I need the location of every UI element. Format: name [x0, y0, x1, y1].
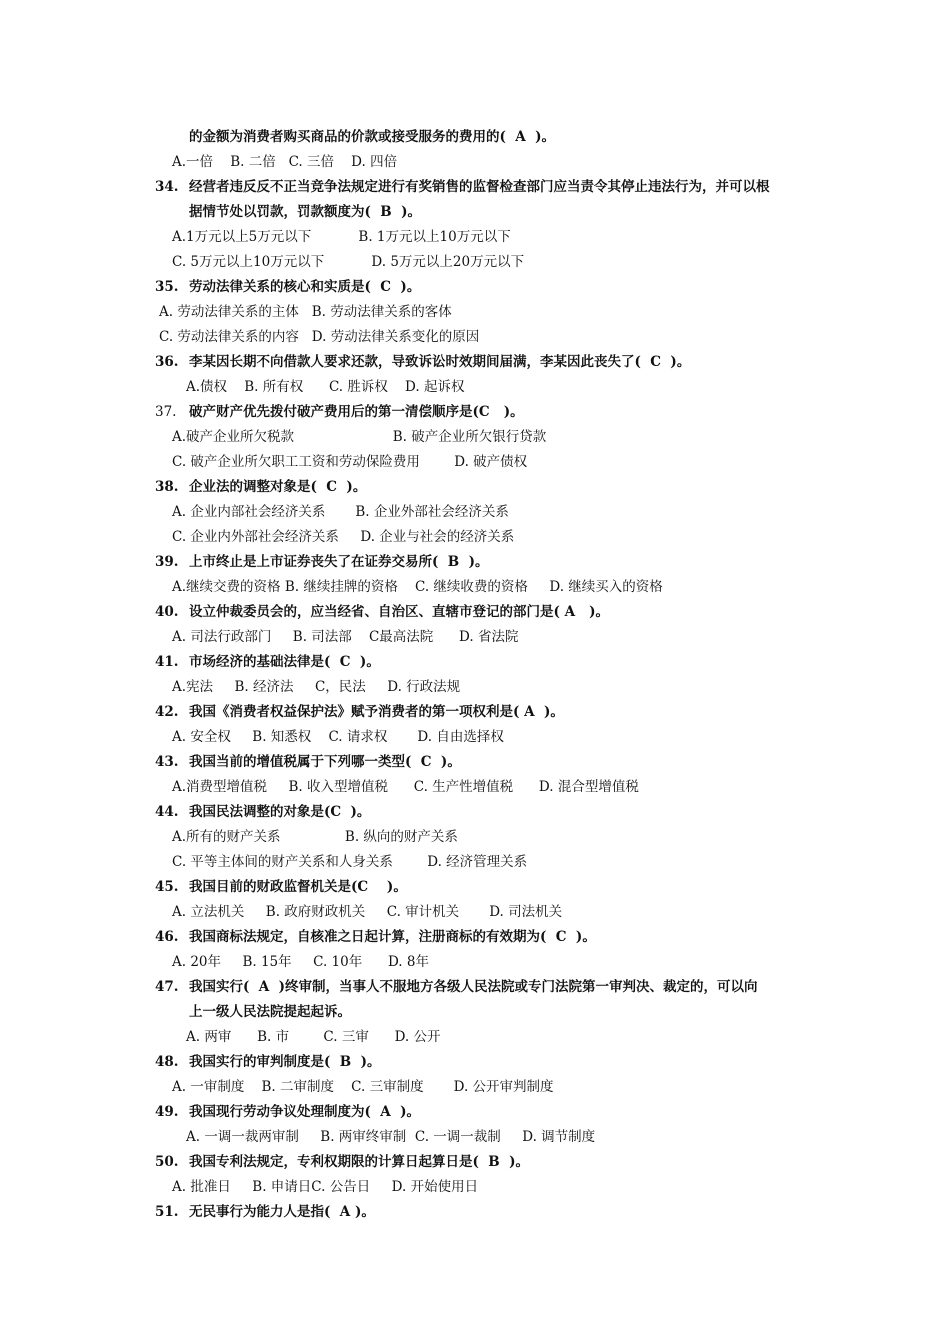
- question-46-number: 46.: [155, 929, 179, 945]
- question-49-options: A. 一调一裁两审制 B. 两审终审制 C. 一调一裁制 D. 调节制度: [186, 1129, 596, 1145]
- question-40-number: 40.: [155, 604, 179, 620]
- question-33-text-cont: 的金额为消费者购买商品的价款或接受服务的费用的( A )。: [189, 129, 556, 145]
- question-44-number: 44.: [155, 804, 179, 820]
- question-44-options-cd: C. 平等主体间的财产关系和人身关系 D. 经济管理关系: [172, 854, 528, 870]
- question-47-options: A. 两审 B. 市 C. 三审 D. 公开: [186, 1029, 441, 1045]
- question-34-options-cd: C. 5万元以上10万元以下 D. 5万元以上20万元以下: [172, 254, 525, 270]
- question-44-options-ab: A.所有的财产关系 B. 纵向的财产关系: [172, 829, 458, 845]
- question-39-text: 上市终止是上市证券丧失了在证券交易所( B )。: [189, 554, 489, 570]
- question-34-number: 34.: [155, 179, 179, 195]
- question-37-number: 37.: [155, 404, 177, 420]
- question-38-options-ab: A. 企业内部社会经济关系 B. 企业外部社会经济关系: [172, 504, 509, 520]
- question-41-number: 41.: [155, 654, 179, 670]
- question-43-options: A.消费型增值税 B. 收入型增值税 C. 生产性增值税 D. 混合型增值税: [172, 779, 639, 795]
- question-38-number: 38.: [155, 479, 179, 495]
- question-37-options-ab: A.破产企业所欠税款 B. 破产企业所欠银行贷款: [172, 429, 547, 445]
- question-34-options-ab: A.1万元以上5万元以下 B. 1万元以上10万元以下: [172, 229, 511, 245]
- question-51-number: 51.: [155, 1204, 179, 1220]
- question-45-text: 我国目前的财政监督机关是(C )。: [189, 879, 407, 895]
- question-50-text: 我国专利法规定，专利权期限的计算日起算日是( B )。: [189, 1154, 529, 1170]
- question-35-text: 劳动法律关系的核心和实质是( C )。: [189, 279, 421, 295]
- question-49-number: 49.: [155, 1104, 179, 1120]
- question-35-options-ab: A. 劳动法律关系的主体 B. 劳动法律关系的客体: [159, 304, 452, 320]
- question-33-options: A.一倍 B. 二倍 C. 三倍 D. 四倍: [172, 154, 398, 170]
- question-42-options: A. 安全权 B. 知悉权 C. 请求权 D. 自由选择权: [172, 729, 504, 745]
- question-39-options: A.继续交费的资格 B. 继续挂牌的资格 C. 继续收费的资格 D. 继续买入的资格: [172, 579, 663, 595]
- question-36-options: A.债权 B. 所有权 C. 胜诉权 D. 起诉权: [186, 379, 465, 395]
- question-35-options-cd: C. 劳动法律关系的内容 D. 劳动法律关系变化的原因: [159, 329, 480, 345]
- question-37-text: 破产财产优先拨付破产费用后的第一清偿顺序是(C )。: [189, 404, 524, 420]
- question-48-text: 我国实行的审判制度是( B )。: [189, 1054, 381, 1070]
- question-49-text: 我国现行劳动争议处理制度为( A )。: [189, 1104, 421, 1120]
- question-47-text: 我国实行( A )终审制，当事人不服地方各级人民法院或专门法院第一审判决、裁定的，可以向: [189, 979, 758, 995]
- question-38-text: 企业法的调整对象是( C )。: [189, 479, 367, 495]
- question-41-text: 市场经济的基础法律是( C )。: [189, 654, 380, 670]
- question-42-number: 42.: [155, 704, 179, 720]
- question-39-number: 39.: [155, 554, 179, 570]
- question-46-options: A. 20年 B. 15年 C. 10年 D. 8年: [172, 954, 429, 970]
- question-47-number: 47.: [155, 979, 179, 995]
- question-46-text: 我国商标法规定，自核准之日起计算，注册商标的有效期为( C )。: [189, 929, 596, 945]
- question-36-number: 36.: [155, 354, 179, 370]
- question-41-options: A.宪法 B. 经济法 C，民法 D. 行政法规: [172, 679, 461, 695]
- question-34-text: 经营者违反反不正当竞争法规定进行有奖销售的监督检查部门应当责令其停止违法行为，并可以根: [189, 179, 770, 195]
- question-36-text: 李某因长期不向借款人要求还款，导致诉讼时效期间届满，李某因此丧失了( C )。: [189, 354, 691, 370]
- question-34-text-cont: 据情节处以罚款，罚款额度为( B )。: [189, 204, 421, 220]
- question-48-options: A. 一审制度 B. 二审制度 C. 三审制度 D. 公开审判制度: [172, 1079, 554, 1095]
- question-43-text: 我国当前的增值税属于下列哪一类型( C )。: [189, 754, 461, 770]
- question-38-options-cd: C. 企业内外部社会经济关系 D. 企业与社会的经济关系: [172, 529, 515, 545]
- question-50-number: 50.: [155, 1154, 179, 1170]
- question-45-options: A. 立法机关 B. 政府财政机关 C. 审计机关 D. 司法机关: [172, 904, 563, 920]
- question-45-number: 45.: [155, 879, 179, 895]
- question-40-text: 设立仲裁委员会的，应当经省、自治区、直辖市登记的部门是( A )。: [189, 604, 610, 620]
- question-50-options: A. 批准日 B. 申请日C. 公告日 D. 开始使用日: [172, 1179, 479, 1195]
- question-48-number: 48.: [155, 1054, 179, 1070]
- question-40-options: A. 司法行政部门 B. 司法部 C最高法院 D. 省法院: [172, 629, 519, 645]
- question-42-text: 我国《消费者权益保护法》赋予消费者的第一项权利是( A )。: [189, 704, 564, 720]
- question-43-number: 43.: [155, 754, 179, 770]
- question-47-text-cont: 上一级人民法院提起起诉。: [189, 1004, 351, 1020]
- question-35-number: 35.: [155, 279, 179, 295]
- question-37-options-cd: C. 破产企业所欠职工工资和劳动保险费用 D. 破产债权: [172, 454, 528, 470]
- question-51-text: 无民事行为能力人是指( A )。: [189, 1204, 375, 1220]
- question-44-text: 我国民法调整的对象是(C )。: [189, 804, 371, 820]
